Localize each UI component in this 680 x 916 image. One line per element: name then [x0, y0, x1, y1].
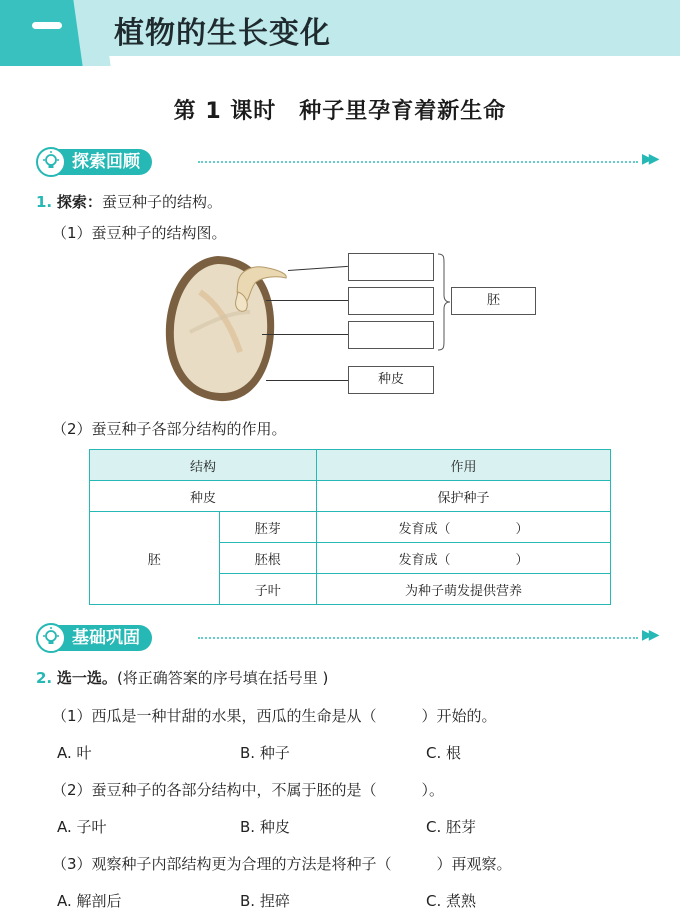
table-cell-seed-coat-function: 保护种子	[317, 481, 611, 512]
q2-text: (将正确答案的序号填在括号里 )	[116, 669, 329, 687]
q2-item-1-stem: （1）西瓜是一种甘甜的水果，西瓜的生命是从（ ）开始的。	[52, 707, 497, 725]
table-cell-radicle: 胚根	[219, 543, 316, 574]
table-header-function: 作用	[317, 450, 611, 481]
lightbulb-icon	[36, 623, 66, 653]
unit-number-dash-icon	[32, 22, 62, 29]
q2-item-1-option-c[interactable]: C. 根	[426, 744, 462, 762]
q2-number: 2.	[36, 669, 53, 687]
table-cell-cotyledon-function: 为种子萌发提供营养	[317, 574, 611, 605]
q2-item-1-option-b[interactable]: B. 种子	[240, 744, 290, 762]
section-divider	[198, 161, 638, 163]
q2-item-2-option-b[interactable]: B. 种皮	[240, 818, 290, 836]
unit-banner	[0, 0, 680, 66]
table-cell-plumule-function[interactable]: 发育成（ ）	[317, 512, 611, 543]
q2-item-3-option-b[interactable]: B. 捏碎	[240, 892, 290, 910]
table-cell-plumule: 胚芽	[219, 512, 316, 543]
lesson-title: 第 1 课时 种子里孕育着新生命	[173, 99, 507, 124]
table-cell-seed-coat: 种皮	[90, 481, 317, 512]
embryo-label-box: 胚	[451, 287, 536, 315]
answer-box-3[interactable]	[348, 321, 434, 349]
embryo-brace	[436, 253, 452, 351]
pointer-line-plumule	[288, 266, 348, 271]
q2-heading	[36, 667, 328, 688]
q1-text: 蚕豆种子的结构。	[101, 193, 222, 211]
table-header-structure: 结构	[90, 450, 317, 481]
q1-lead: 探索：	[56, 193, 102, 211]
q2-item-3-option-a[interactable]: A. 解剖后	[57, 892, 122, 910]
answer-box-1[interactable]	[348, 253, 434, 281]
q2-item-3-stem: （3）观察种子内部结构更为合理的方法是将种子（ ）再观察。	[52, 855, 512, 873]
q2-item-2-option-c[interactable]: C. 胚芽	[426, 818, 477, 836]
q1-heading	[36, 191, 222, 212]
q1-sub1: （1）蚕豆种子的结构图。	[52, 224, 227, 242]
broad-bean-seed-illustration	[160, 252, 290, 404]
section-explore-label: 探索回顾	[58, 149, 152, 175]
lightbulb-icon	[36, 147, 66, 177]
structure-function-table	[89, 449, 611, 605]
double-arrow-icon: ▶▶	[642, 151, 656, 167]
table-cell-embryo: 胚	[90, 512, 220, 605]
unit-title: 植物的生长变化	[114, 16, 331, 51]
q1-sub2: （2）蚕豆种子各部分结构的作用。	[52, 420, 287, 438]
section-basic-label: 基础巩固	[58, 625, 152, 651]
q2-lead: 选一选。	[56, 669, 117, 687]
section-divider	[198, 637, 638, 639]
table-cell-radicle-function[interactable]: 发育成（ ）	[317, 543, 611, 574]
pointer-line-seed-coat	[266, 380, 348, 381]
pointer-line-cotyledon	[262, 334, 348, 335]
q2-item-2-stem: （2）蚕豆种子的各部分结构中，不属于胚的是（ ）。	[52, 781, 445, 799]
q2-item-2-option-a[interactable]: A. 子叶	[57, 818, 107, 836]
double-arrow-icon: ▶▶	[642, 627, 656, 643]
q1-number: 1.	[36, 193, 53, 211]
q2-item-1-option-a[interactable]: A. 叶	[57, 744, 92, 762]
table-cell-cotyledon: 子叶	[219, 574, 316, 605]
seed-coat-label-box: 种皮	[348, 366, 434, 394]
answer-box-2[interactable]	[348, 287, 434, 315]
pointer-line-radicle	[266, 300, 348, 301]
q2-item-3-option-c[interactable]: C. 煮熟	[426, 892, 477, 910]
